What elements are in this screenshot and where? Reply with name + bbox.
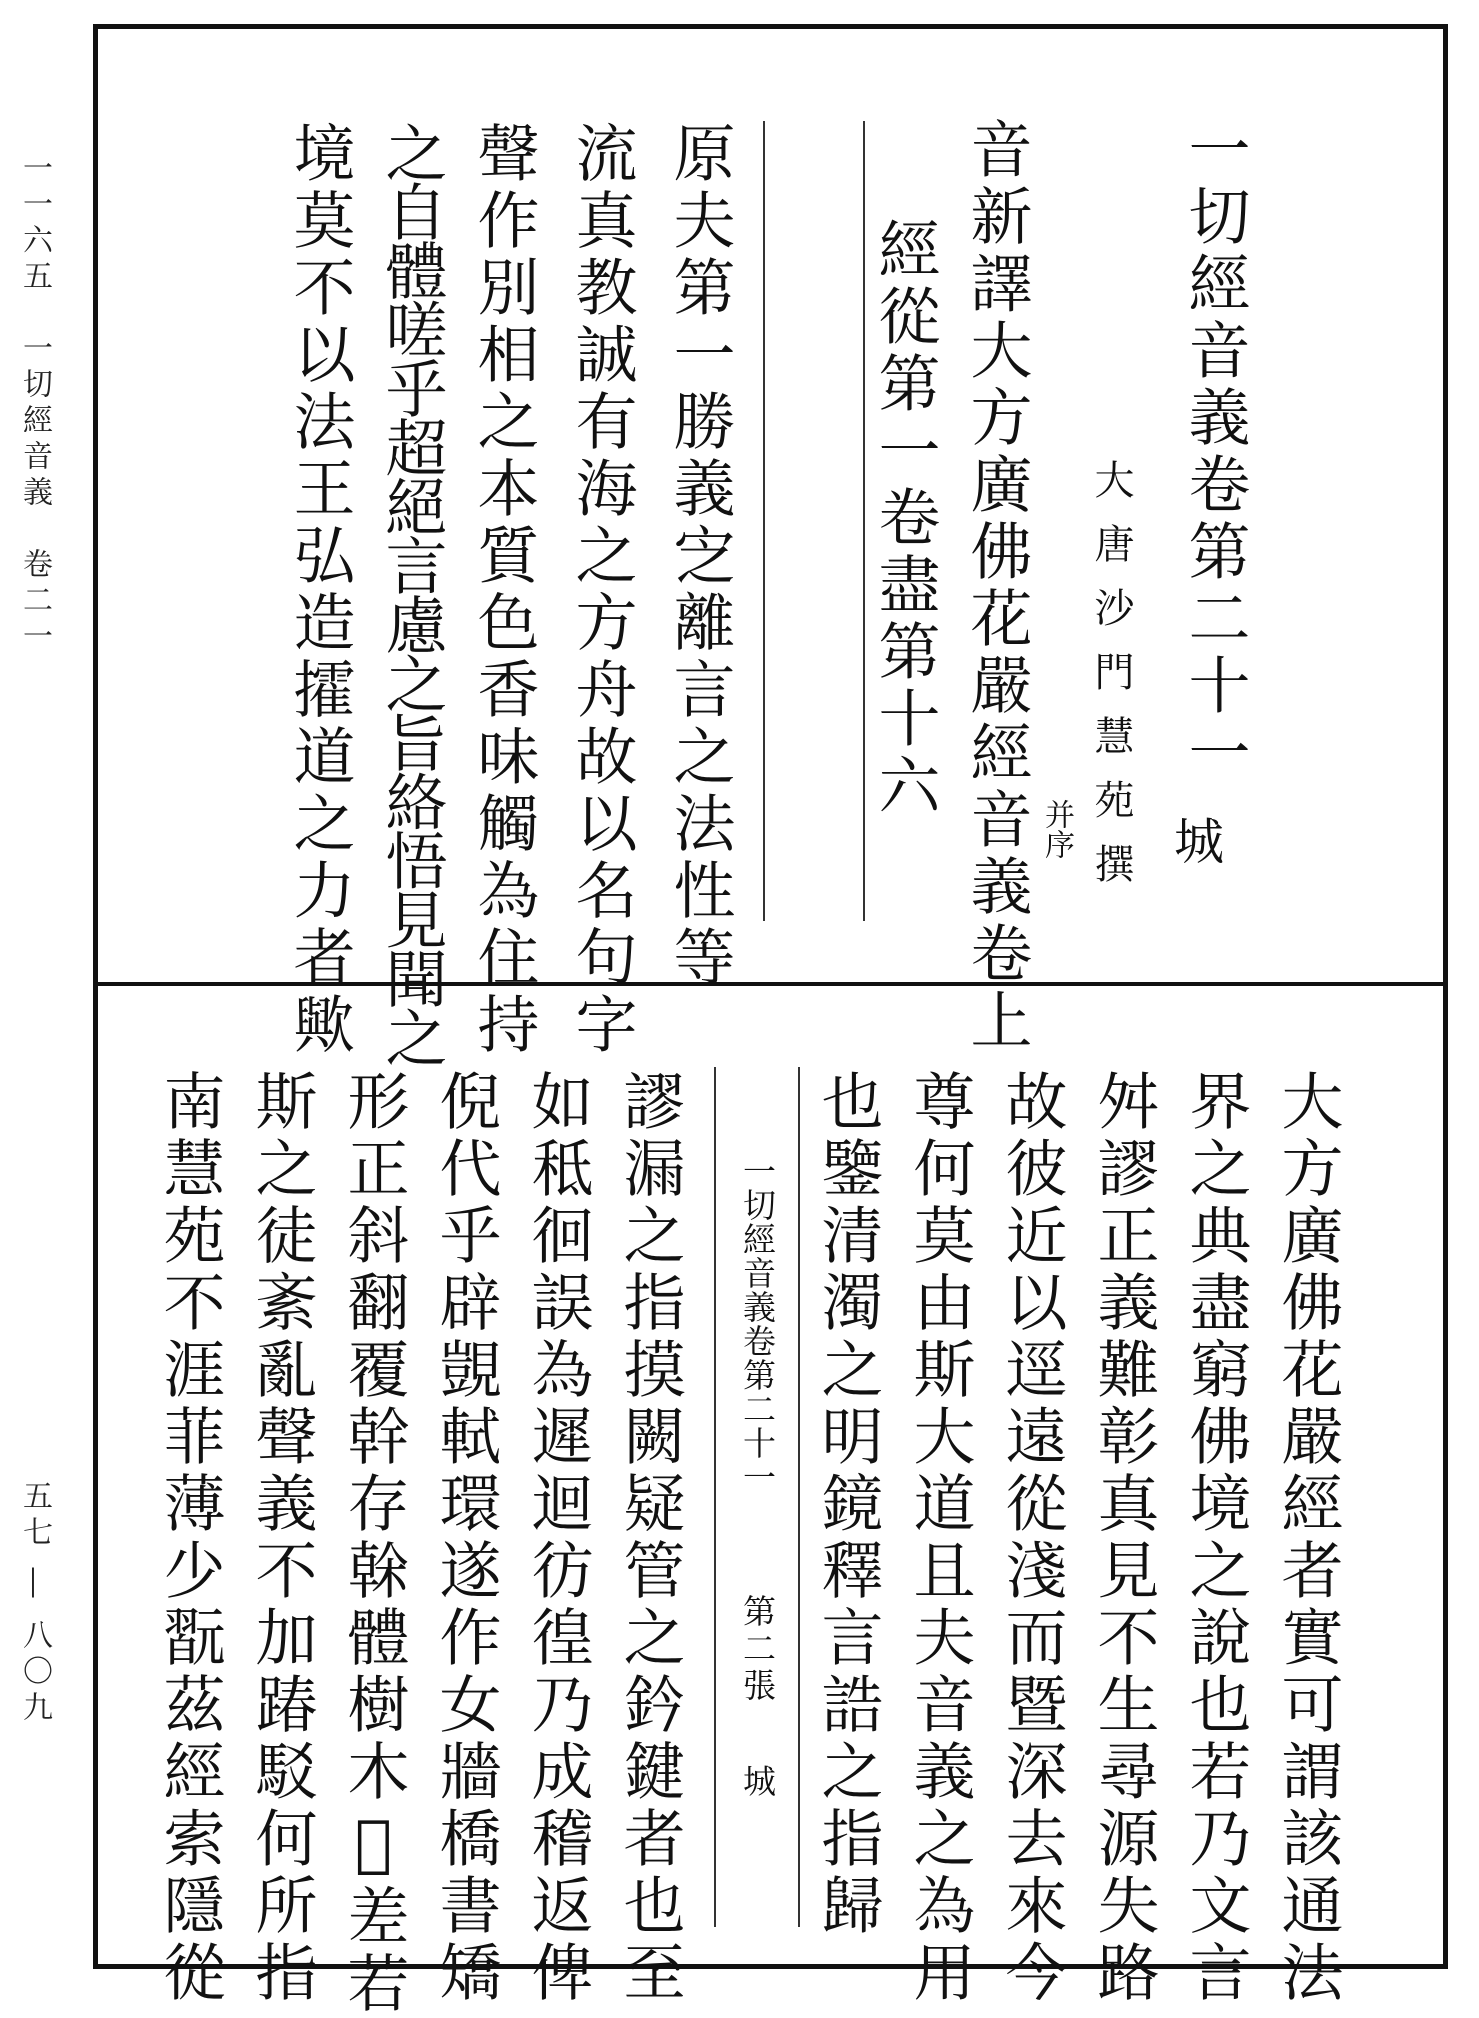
preface-line: 境莫不以法王弘造攉道之力者歟 <box>283 121 356 1059</box>
column-rule <box>763 121 765 921</box>
volume-title: 一切經音義卷第二十一 <box>1178 117 1251 787</box>
volume-range: 經從第一卷盡第十六 <box>868 217 941 820</box>
center-folio-title: 一切經音義卷第二十一 <box>738 1154 777 1494</box>
text-line: 倪代乎辟覬軾環遂作女牆橋書矯 <box>429 1069 502 2007</box>
preface-line: 原夫第一勝義㝎離言之法性等 <box>663 121 736 992</box>
text-line: 大方廣佛花嚴經者實可謂該通法 <box>1271 1069 1344 2007</box>
text-line: 也鑒清濁之明鏡釋言誥之指歸 <box>811 1069 884 1940</box>
center-stamp: 城 <box>738 1764 777 1797</box>
text-line: 南慧苑不涯菲薄少翫茲經索隱從 <box>153 1069 226 2007</box>
author-line: 大唐沙門慧苑撰 <box>1088 459 1134 907</box>
preface-line: 聲作別相之本質色香味觸為住持 <box>467 121 540 1059</box>
text-line: 故彼近以逕遠從淺而暨深去來今 <box>995 1069 1068 2007</box>
text-line: 謬漏之指摸闕疑管之鈐鍵者也至 <box>613 1069 686 2007</box>
text-line: 界之典盡窮佛境之說也若乃文言 <box>1179 1069 1252 2007</box>
preface-line: 之自體嗟乎超絕言慮之旨絡悟見聞之 <box>375 121 448 1065</box>
stamp-mark: 城 <box>1166 815 1224 870</box>
column-rule <box>714 1067 716 1927</box>
panel-divider <box>98 982 1443 986</box>
subtitle-note: 并序 <box>1039 799 1074 859</box>
page-frame <box>93 24 1448 2018</box>
text-line: 斯之徒紊亂聲義不加踳駁何所指 <box>245 1069 318 2007</box>
column-rule <box>798 1067 800 1927</box>
text-line: 尊何莫由斯大道且夫音義之為用 <box>903 1069 976 2007</box>
text-line: 如秪徊誤為遲迴彷徨乃成稽返俾 <box>521 1069 594 2007</box>
text-line: 舛謬正義難彰真見不生尋源失路 <box>1087 1069 1160 2007</box>
preface-line: 流真教誠有海之方舟故以名句字 <box>565 121 638 1059</box>
margin-volume-note: 一一六五 一切經音義 卷二一 <box>17 152 52 656</box>
margin-page-number: 五七 ― 八〇九 <box>17 1480 52 1728</box>
section-subtitle: 音新譯大方廣佛花嚴經音義卷上 <box>960 117 1033 1055</box>
text-line: 形正斜翻覆幹存榦體樹木𣗥差若 <box>337 1069 410 2018</box>
center-page-label: 第二張 <box>738 1594 777 1705</box>
column-rule <box>863 121 865 921</box>
